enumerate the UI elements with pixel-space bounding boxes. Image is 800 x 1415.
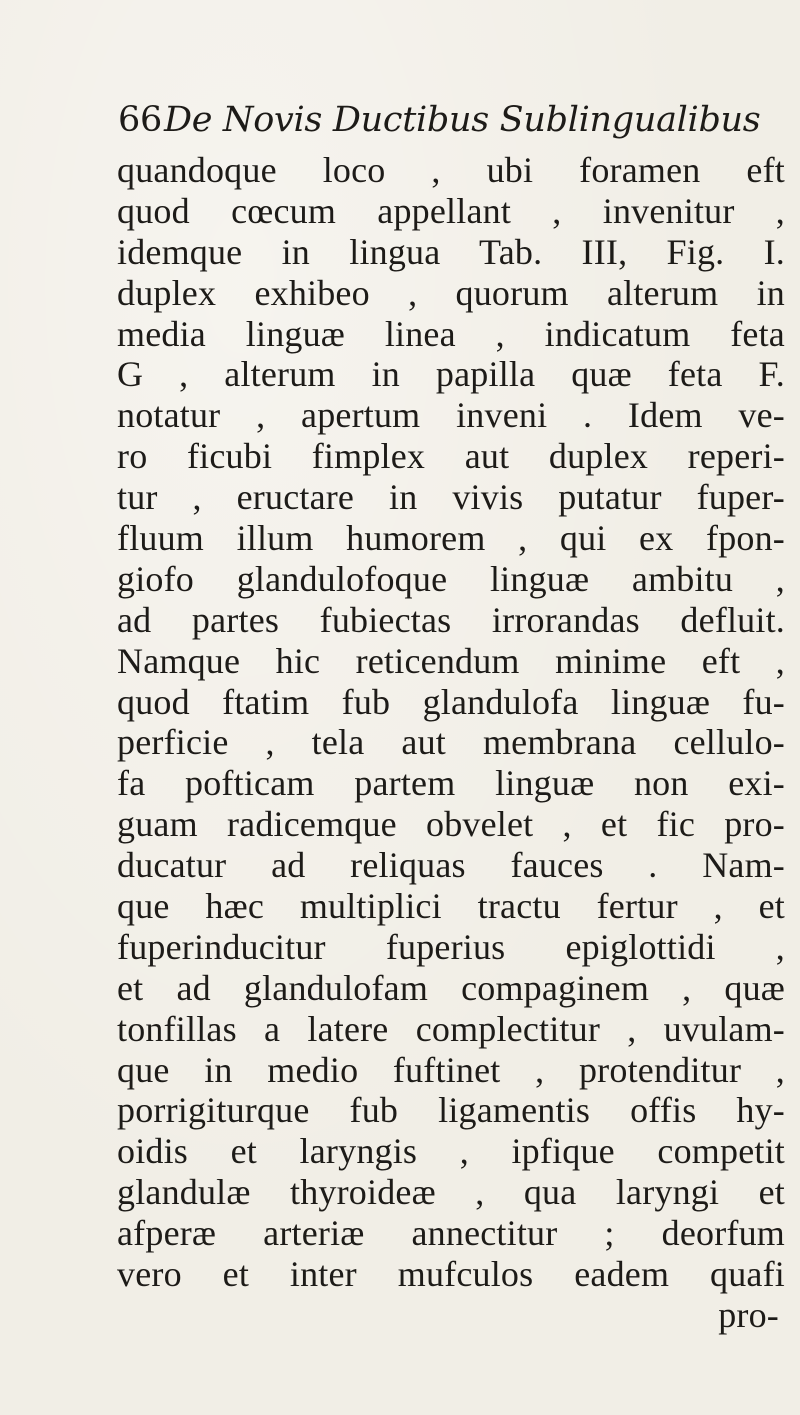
page-number: 66 <box>118 100 162 140</box>
text-line: fa pofticam partem linguæ non exi- <box>117 763 785 804</box>
text-line: guam radicemque obvelet , et fic pro- <box>117 804 785 845</box>
header-title: De Novis Ductibus Sublingualibus <box>163 100 761 140</box>
text-line: que in medio fuftinet , protenditur , <box>117 1049 785 1090</box>
text-line: perficie , tela aut membrana cellulo- <box>117 722 785 763</box>
text-line: quod cœcum appellant , invenitur , <box>117 190 785 231</box>
text-line: G , alterum in papilla quæ feta F. <box>117 354 785 395</box>
text-line: ro ficubi fimplex aut duplex reperi- <box>117 436 785 477</box>
text-line: quod ftatim fub glandulofa linguæ fu- <box>117 681 785 722</box>
text-line: oidis et laryngis , ipfique competit <box>117 1131 785 1172</box>
text-line: glandulæ thyroideæ , qua laryngi et <box>117 1172 785 1213</box>
catchword: pro- <box>718 1294 779 1335</box>
text-line: ducatur ad reliquas fauces . Nam- <box>117 845 785 886</box>
text-line: giofo glandulofoque linguæ ambitu , <box>117 558 785 599</box>
text-line: Namque hic reticendum minime eft , <box>117 640 785 681</box>
text-line: porrigiturque fub ligamentis offis hy- <box>117 1090 785 1131</box>
text-line: duplex exhibeo , quorum alterum in <box>117 272 785 313</box>
text-line: tonfillas a latere complectitur , uvulam- <box>117 1008 785 1049</box>
text-line: media linguæ linea , indicatum feta <box>117 313 785 354</box>
text-line: fluum illum humorem , qui ex fpon- <box>117 518 785 559</box>
text-line: quandoque loco , ubi foramen eft <box>117 150 785 190</box>
text-line: notatur , apertum inveni . Idem ve- <box>117 395 785 436</box>
text-line: tur , eructare in vivis putatur fuper- <box>117 477 785 518</box>
body-text <box>117 150 785 1336</box>
text-line: fuperinducitur fuperius epiglottidi , <box>117 926 785 967</box>
text-line: afperæ arteriæ annectitur ; deorfum <box>117 1213 785 1254</box>
text-line: que hæc multiplici tractu fertur , et <box>117 886 785 927</box>
running-header <box>118 96 778 144</box>
text-line: ad partes fubiectas irrorandas defluit. <box>117 599 785 640</box>
text-line: et ad glandulofam compaginem , quæ <box>117 967 785 1008</box>
text-line: idemque in lingua Tab. III, Fig. I. <box>117 231 785 272</box>
text-line: vero et inter mufculos eadem quafi <box>117 1254 785 1295</box>
